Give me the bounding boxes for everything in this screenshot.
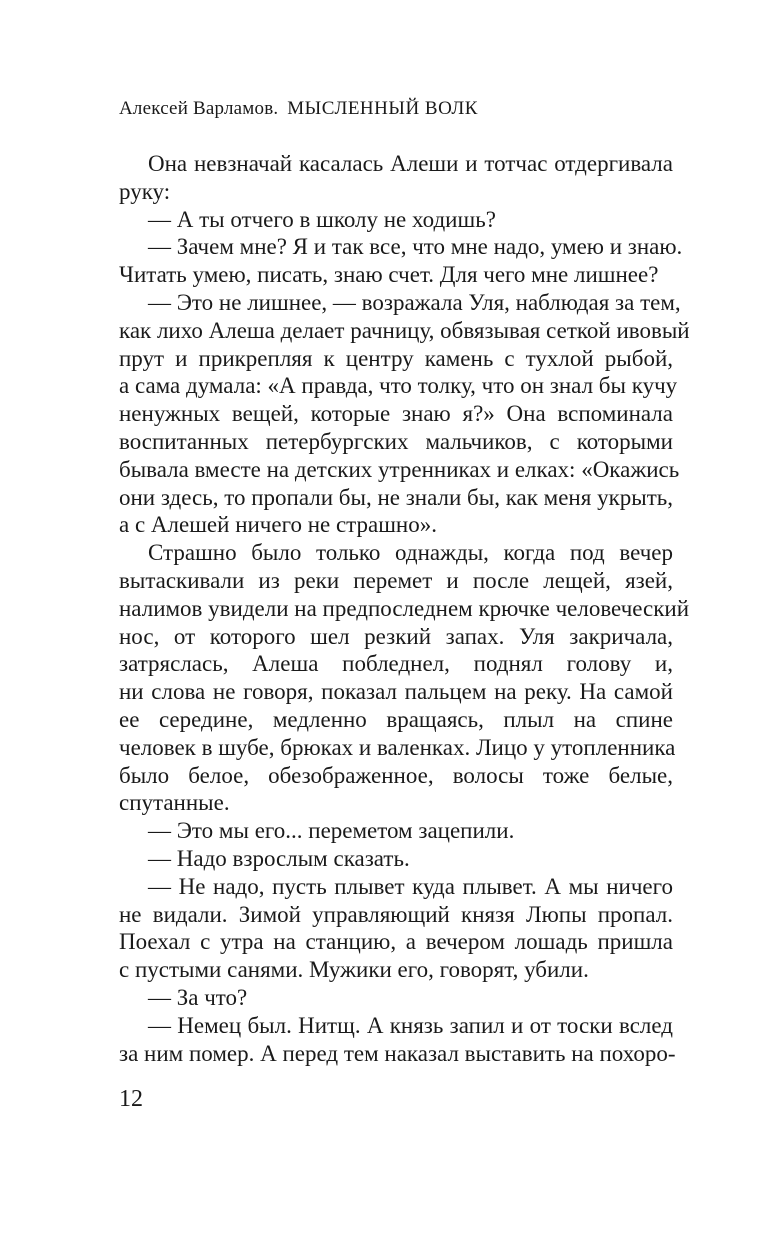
text-line: — Это мы его... переметом зацепили. [148, 818, 515, 844]
text-line: с пустыми санями. Мужики его, говорят, убили. [119, 957, 589, 983]
text-line: не видали. Зимой управляющий князя Люпы пропал. [119, 901, 673, 927]
text-line: ни слова не говоря, показал пальцем на реку. На самой [119, 679, 673, 705]
text-line: бывала вместе на детских утренниках и елках: «Окажись [119, 456, 680, 482]
text-line: за ним помер. А перед тем наказал выставить на похоро- [119, 1040, 676, 1066]
text-line: воспитанных петербургских мальчиков, с которыми [119, 428, 673, 454]
text-line: — А ты отчего в школу не ходишь? [148, 206, 496, 232]
text-line: — За что? [148, 984, 248, 1010]
text-line: они здесь, то пропали бы, не знали бы, как меня укрыть, [119, 484, 673, 510]
text-line: — Немец был. Нитщ. А князь запил и от тоски вслед [148, 1012, 673, 1038]
page-number: 12 [119, 1086, 143, 1112]
text-line: Она невзначай касалась Алеши и тотчас отдергивала [148, 151, 673, 176]
text-line: вытаскивали из реки перемет и после лещей, язей, [119, 567, 673, 593]
running-header [119, 98, 478, 120]
text-line: Читать умею, писать, знаю счет. Для чего мне лишнее? [119, 262, 659, 288]
text-line: ее середине, медленно вращаясь, плыл на спине [119, 706, 673, 732]
text-line: а сама думала: «А правда, что толку, что он знал бы кучу [119, 373, 678, 399]
text-line: как лихо Алеша делает рачницу, обвязывая сеткой ивовый [119, 317, 690, 343]
text-line: прут и прикрепляя к центру камень с тухлой рыбой, [119, 345, 673, 371]
header-author: Алексей Варламов. [119, 98, 279, 119]
text-line: Страшно было только однажды, когда под вечер [148, 540, 673, 566]
header-book-title: МЫСЛЕННЫЙ ВОЛК [287, 98, 478, 119]
text-line: затряслась, Алеша побледнел, поднял голову и, [119, 651, 673, 677]
text-line: человек в шубе, брюках и валенках. Лицо у утопленника [119, 734, 676, 760]
text-line: налимов увидели на предпоследнем крючке человеческий [119, 595, 690, 621]
body-text [119, 150, 690, 1067]
text-line: — Не надо, пусть плывет куда плывет. А мы ничего [148, 873, 673, 899]
text-line: руку: [119, 178, 171, 204]
text-line: а с Алешей ничего не страшно». [119, 512, 437, 538]
text-line: было белое, обезображенное, волосы тоже белые, [119, 762, 673, 788]
text-line: нос, от которого шел резкий запах. Уля закричала, [119, 623, 673, 649]
text-line: ненужных вещей, которые знаю я?» Она вспоминала [119, 401, 673, 427]
text-line: — Надо взрослым сказать. [148, 845, 410, 871]
text-line: — Это не лишнее, — возражала Уля, наблюдая за тем, [148, 289, 681, 315]
text-line: Поехал с утра на станцию, а вечером лошадь пришла [119, 929, 673, 955]
text-line: — Зачем мне? Я и так все, что мне надо, умею и знаю. [148, 234, 683, 260]
text-line: спутанные. [119, 790, 230, 816]
